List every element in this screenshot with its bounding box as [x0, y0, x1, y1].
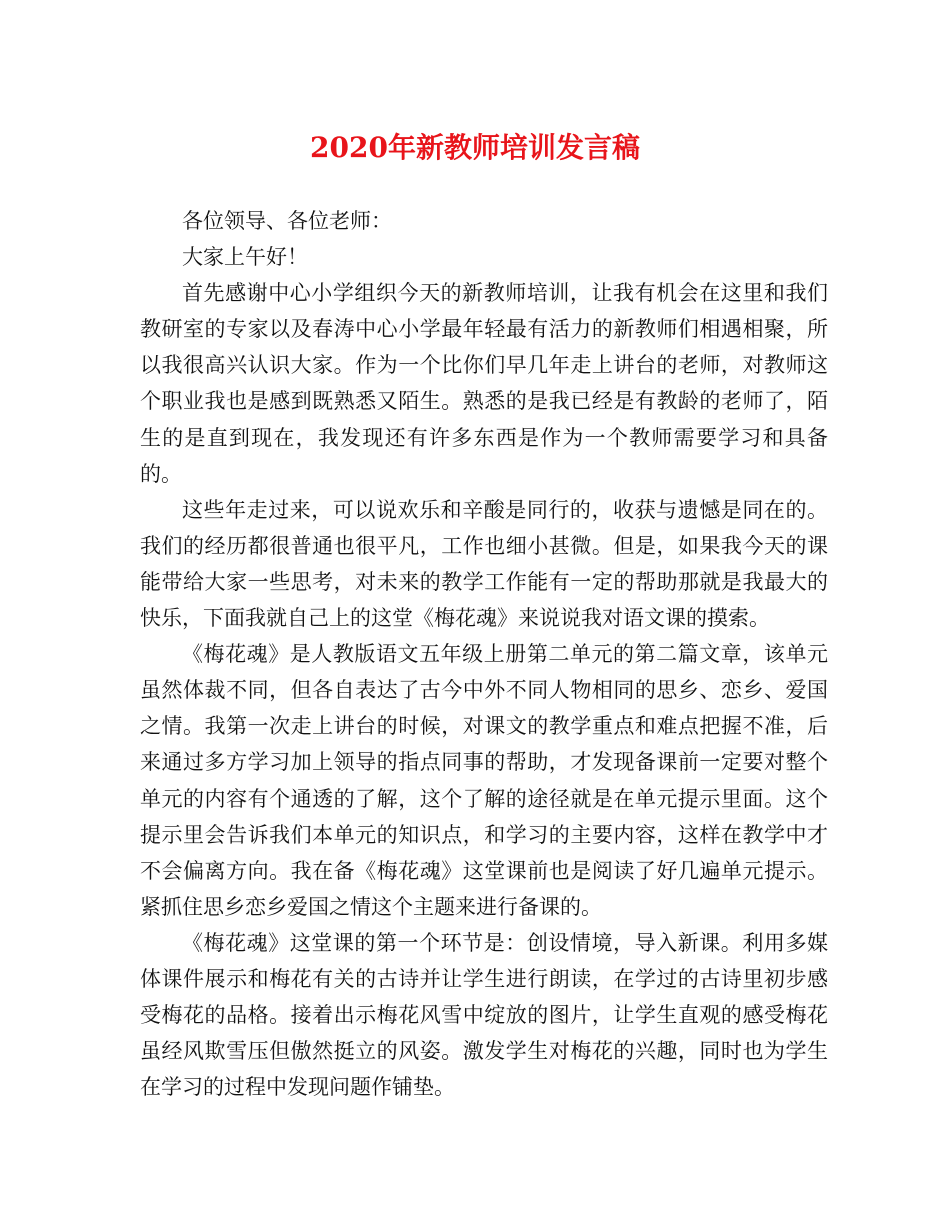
salutation: 各位领导、各位老师：	[182, 209, 392, 233]
body-paragraph: 《梅花魂》是人教版语文五年级上册第二单元的第二篇文章，该单元虽然体裁不同，但各自表达了古今中外不同人物相同的思乡、恋乡、爱国之情。我第一次走上讲台的时候，对课文的教学重点和难点把握不准，后来通过多方学习加上领导的指点同事的帮助，才发现备课前一定要对整个单元的内容有个通透的了解，这个了解的途径就是在单元提示里面。这个提示里会告诉我们本单元的知识点，和学习的主要内容，这样在教学中才不会偏离方向。我在备《梅花魂》这堂课前也是阅读了好几遍单元提示。紧抓住思乡恋乡爱国之情这个主题来进行备课的。	[140, 642, 828, 919]
greeting: 大家上午好！	[182, 245, 308, 270]
document-title: 2020年新教师培训发言稿	[310, 131, 640, 164]
body-paragraph: 这些年走过来，可以说欢乐和辛酸是同行的，收获与遗憾是同在的。我们的经历都很普通也很平凡，工作也细小甚微。但是，如果我今天的课能带给大家一些思考，对未来的教学工作能有一定的帮助那就是我最大的快乐，下面我就自己上的这堂《梅花魂》来说说我对语文课的摸索。	[140, 497, 828, 631]
document-body	[140, 203, 828, 1105]
body-paragraph: 《梅花魂》这堂课的第一个环节是：创设情境，导入新课。利用多媒体课件展示和梅花有关的古诗并让学生进行朗读，在学过的古诗里初步感受梅花的品格。接着出示梅花风雪中绽放的图片，让学生直观的感受梅花虽经风欺雪压但傲然挺立的风姿。激发学生对梅花的兴趣，同时也为学生在学习的过程中发现问题作铺垫。	[140, 930, 828, 1100]
body-paragraph: 首先感谢中心小学组织今天的新教师培训，让我有机会在这里和我们教研室的专家以及春涛中心小学最年轻最有活力的新教师们相遇相聚，所以我很高兴认识大家。作为一个比你们早几年走上讲台的老师，对教师这个职业我也是感到既熟悉又陌生。熟悉的是我已经是有教龄的老师了，陌生的是直到现在，我发现还有许多东西是作为一个教师需要学习和具备的。	[140, 281, 828, 486]
